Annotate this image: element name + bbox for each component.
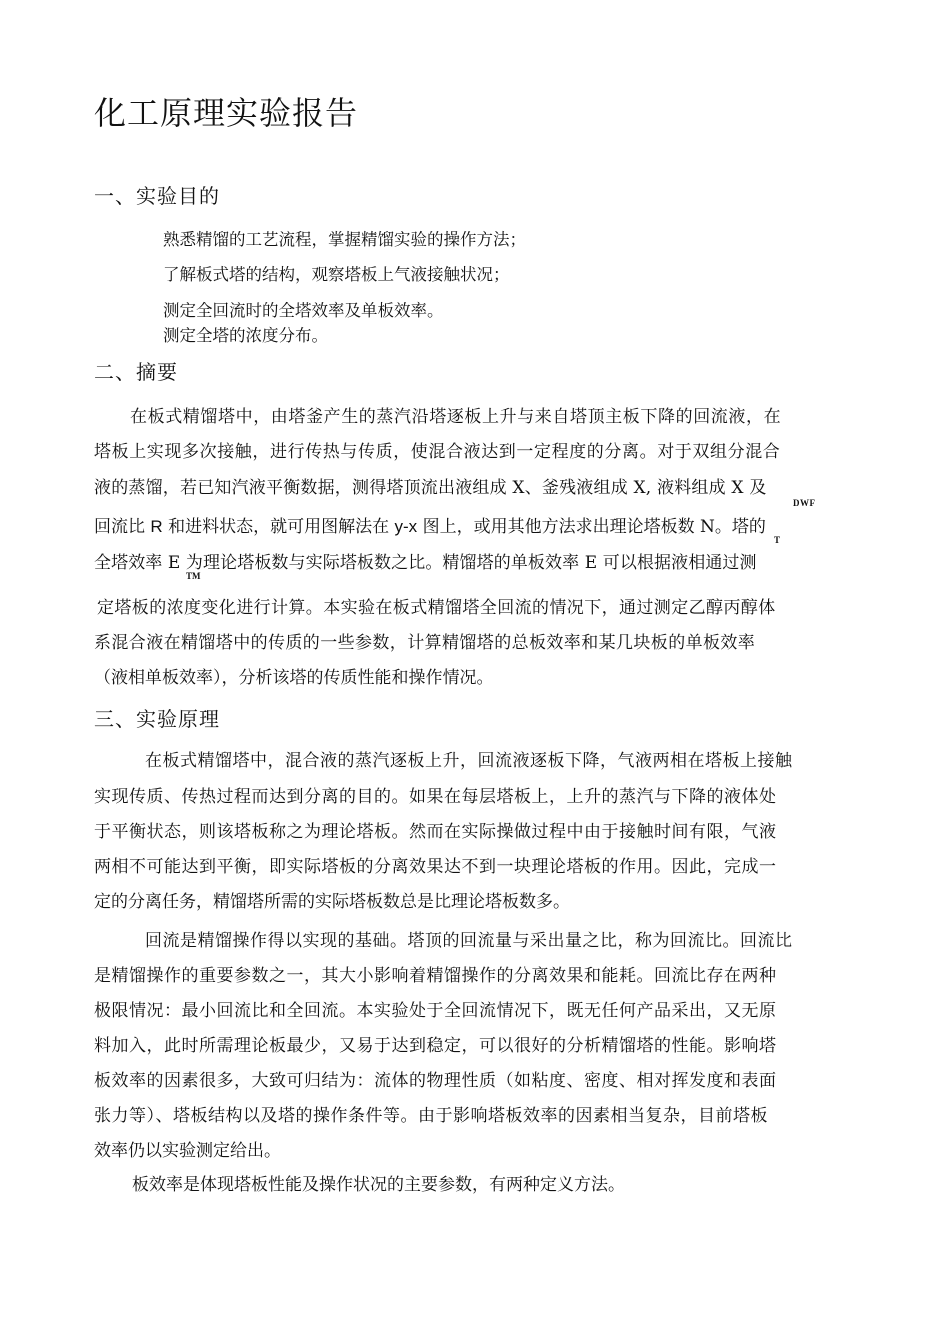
- principle-line: 料加入，此时所需理论板最少，又易于达到稳定，可以很好的分析精馏塔的性能。影响塔: [94, 1036, 777, 1056]
- abstract-line: 系混合液在精馏塔中的传质的一些参数，计算精馏塔的总板效率和某几块板的单板效率: [94, 633, 756, 653]
- principle-line: 实现传质、传热过程而达到分离的目的。如果在每层塔板上，上升的蒸汽与下降的液体处: [94, 787, 777, 807]
- abstract-symbol: R: [150, 517, 163, 536]
- abstract-text: 图上，或用其他方法求出理论塔板数 N。塔的: [417, 517, 766, 537]
- abstract-subscript: TM: [186, 571, 201, 581]
- principle-line: 定的分离任务，精馏塔所需的实际塔板数总是比理论塔板数多。: [94, 892, 570, 912]
- principle-line: 板效率的因素很多，大致可归结为：流体的物理性质（如粘度、密度、相对挥发度和表面: [94, 1071, 777, 1091]
- principle-line: 回流是精馏操作得以实现的基础。塔顶的回流量与采出量之比，称为回流比。回流比: [145, 931, 793, 951]
- abstract-line: 定塔板的浓度变化进行计算。本实验在板式精馏塔全回流的情况下，通过测定乙醇丙醇体: [97, 598, 776, 618]
- abstract-text: 回流比: [94, 517, 151, 537]
- objective-item: 测定全塔的浓度分布。: [163, 326, 328, 345]
- page-title: 化工原理实验报告: [94, 94, 359, 132]
- section-heading-abstract: 二、摘要: [94, 360, 178, 384]
- objective-item: 了解板式塔的结构，观察塔板上气液接触状况；: [163, 265, 510, 284]
- abstract-line: 液的蒸馏，若已知汽液平衡数据，测得塔顶流出液组成 X、釜残液组成 X, 液料组成 X 及: [94, 478, 767, 498]
- abstract-subscript: T: [774, 535, 781, 545]
- objective-item: 熟悉精馏的工艺流程，掌握精馏实验的操作方法；: [163, 230, 526, 249]
- abstract-line: [94, 512, 766, 537]
- abstract-text: 和进料状态，就可用图解法在: [162, 517, 395, 537]
- principle-line: 在板式精馏塔中，混合液的蒸汽逐板上升，回流液逐板下降，气液两相在塔板上接触: [145, 751, 793, 771]
- abstract-line: 塔板上实现多次接触，进行传热与传质，使混合液达到一定程度的分离。对于双组分混合: [94, 442, 781, 462]
- abstract-line: （液相单板效率），分析该塔的传质性能和操作情况。: [94, 668, 494, 688]
- abstract-subscript: DWF: [793, 498, 816, 508]
- abstract-line: 全塔效率 E 为理论塔板数与实际塔板数之比。精馏塔的单板效率 E 可以根据液相通过测: [94, 553, 757, 573]
- principle-line: 于平衡状态，则该塔板称之为理论塔板。然而在实际操做过程中由于接触时间有限，气液: [94, 822, 777, 842]
- principle-line: 极限情况：最小回流比和全回流。本实验处于全回流情况下，既无任何产品采出，又无原: [94, 1001, 777, 1021]
- section-heading-objectives: 一、实验目的: [94, 184, 220, 208]
- principle-line: 是精馏操作的重要参数之一，其大小影响着精馏操作的分离效果和能耗。回流比存在两种: [94, 966, 777, 986]
- section-heading-principle: 三、实验原理: [94, 707, 220, 731]
- abstract-symbol: y-x: [394, 517, 418, 536]
- objective-item: 测定全回流时的全塔效率及单板效率。: [163, 301, 444, 320]
- principle-line: 效率仍以实验测定给出。: [94, 1141, 281, 1161]
- abstract-line: 在板式精馏塔中，由塔釜产生的蒸汽沿塔逐板上升与来自塔顶主板下降的回流液，在: [130, 407, 782, 427]
- principle-line: 板效率是体现塔板性能及操作状况的主要参数，有两种定义方法。: [132, 1175, 625, 1195]
- principle-line: 张力等）、塔板结构以及塔的操作条件等。由于影响塔板效率的因素相当复杂，目前塔板: [94, 1106, 768, 1126]
- principle-line: 两相不可能达到平衡，即实际塔板的分离效果达不到一块理论塔板的作用。因此，完成一: [94, 857, 777, 877]
